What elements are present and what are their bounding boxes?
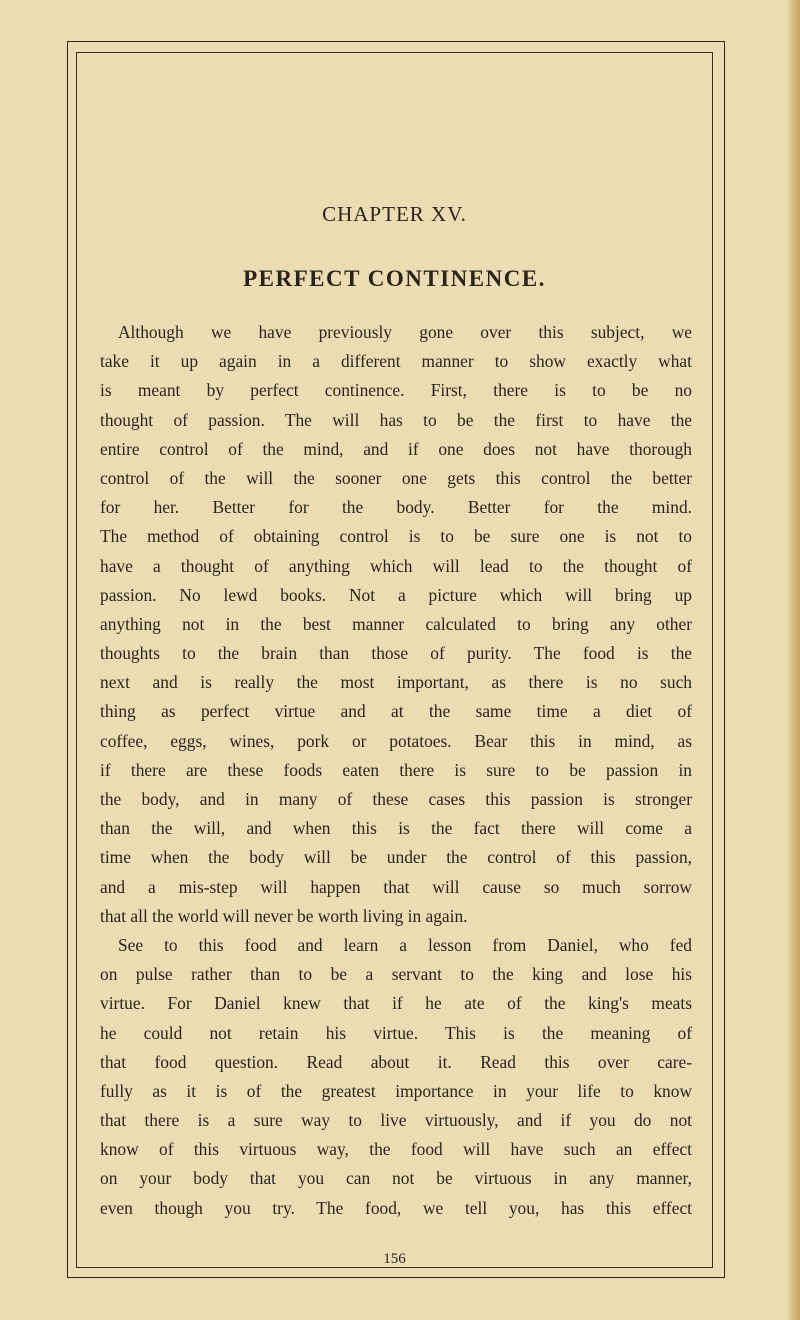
text-line: know of this virtuous way, the food will have such an effect (100, 1139, 692, 1160)
text-line: thought of passion. The will has to be the first to have the (100, 409, 692, 430)
text-line: for her. Better for the body. Better for the mind. (100, 497, 692, 518)
text-line: See to this food and learn a lesson from Daniel, who fed (118, 934, 692, 955)
text-line: coffee, eggs, wines, pork or potatoes. Bear this in mind, as (100, 730, 692, 751)
text-line: virtue. For Daniel knew that if he ate of the king's meats (100, 993, 692, 1014)
text-line: is meant by perfect continence. First, there is to be no (100, 380, 692, 401)
text-line: next and is really the most important, as there is no such (100, 672, 692, 693)
text-line: and a mis-step will happen that will cause so much sorrow (100, 876, 692, 897)
text-line: that all the world will never be worth living in again. (100, 905, 468, 926)
text-line: anything not in the best manner calculated to bring any other (100, 613, 692, 634)
text-line: he could not retain his virtue. This is the meaning of (100, 1022, 692, 1043)
text-line: thing as perfect virtue and at the same time a diet of (100, 701, 692, 722)
text-line: even though you try. The food, we tell you, has this effect (100, 1197, 692, 1218)
chapter-title: PERFECT CONTINENCE. (243, 266, 546, 291)
text-line: if there are these foods eaten there is sure to be passion in (100, 759, 692, 780)
text-line: fully as it is of the greatest importance in your life to know (100, 1080, 692, 1101)
text-line: take it up again in a different manner to show exactly what (100, 351, 692, 372)
text-line: control of the will the sooner one gets this control the better (100, 467, 692, 488)
body-text (100, 318, 692, 1223)
chapter-label: CHAPTER XV. (322, 202, 467, 226)
text-line: on your body that you can not be virtuous in any manner, (100, 1168, 692, 1189)
text-line: time when the body will be under the control of this passion, (100, 847, 692, 868)
text-line: entire control of the mind, and if one does not have thorough (100, 438, 692, 459)
text-line: on pulse rather than to be a servant to the king and lose his (100, 964, 692, 985)
text-line: the body, and in many of these cases this passion is stronger (100, 789, 692, 809)
text-line: Although we have previously gone over this subject, we (118, 322, 692, 342)
text-line: that food question. Read about it. Read this over care- (100, 1051, 692, 1072)
text-line: The method of obtaining control is to be sure one is not to (100, 526, 692, 547)
text-line: passion. No lewd books. Not a picture which will bring up (100, 584, 692, 605)
text-line: than the will, and when this is the fact there will come a (100, 818, 692, 839)
text-line: thoughts to the brain than those of purity. The food is the (100, 643, 692, 664)
page-number: 156 (383, 1251, 406, 1267)
page-edge (786, 0, 800, 1320)
text-line: have a thought of anything which will lead to the thought of (100, 555, 692, 576)
text-line: that there is a sure way to live virtuously, and if you do not (100, 1110, 692, 1131)
